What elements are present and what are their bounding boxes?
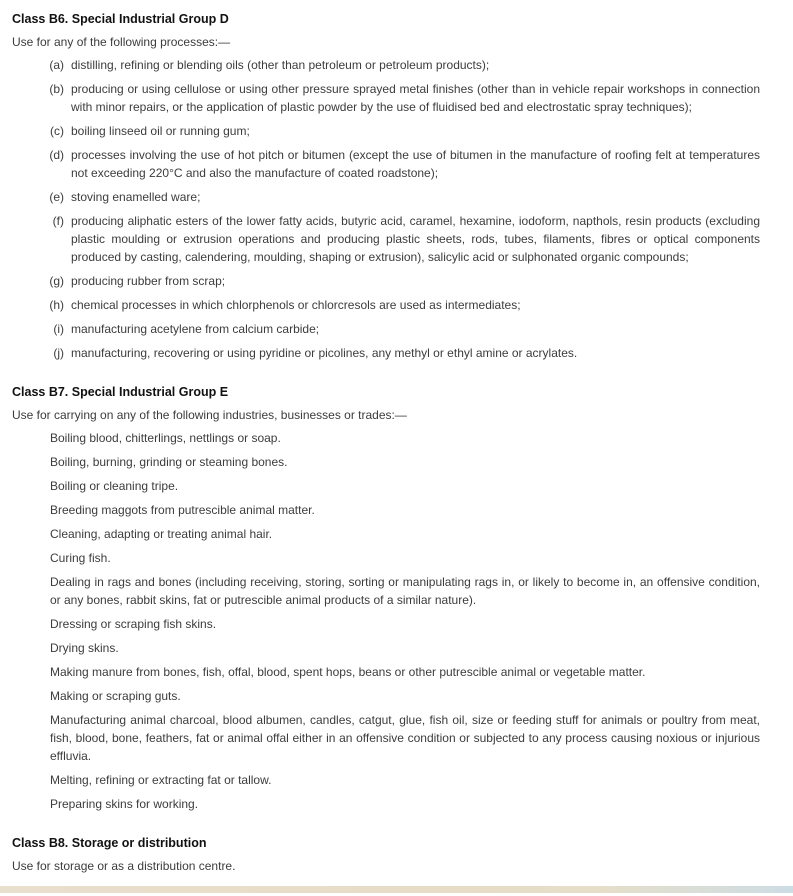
list-marker: (b)	[49, 82, 64, 96]
section-class-b6	[12, 10, 760, 362]
list-item-a	[12, 56, 760, 74]
trade-item: Drying skins.	[50, 641, 119, 655]
section-heading: Class B7. Special Industrial Group E	[12, 385, 229, 399]
list-marker: (j)	[53, 346, 64, 360]
list-item-d	[12, 146, 760, 182]
trade-item: Manufacturing animal charcoal, blood albumen, candles, catgut, glue, fish oil, size or feeding stuff for animals or poultry from meat, fish, blood, bone, feathers, fat or animal offal either in an offensive condition or subjected to any process causing noxious or injurious effluvia.	[50, 713, 760, 763]
list-item-text: manufacturing, recovering or using pyridine or picolines, any methyl or ethyl amine or acrylates.	[71, 346, 578, 360]
list-marker: (e)	[49, 190, 64, 204]
trade-item: Boiling, burning, grinding or steaming bones.	[50, 455, 288, 469]
list-item-g	[12, 272, 760, 290]
trade-item: Dressing or scraping fish skins.	[50, 617, 217, 631]
document-page	[12, 10, 760, 896]
trade-item: Boiling or cleaning tripe.	[50, 479, 179, 493]
list-item-text: distilling, refining or blending oils (other than petroleum or petroleum products);	[71, 58, 490, 72]
list-item-e	[12, 188, 760, 206]
trade-item: Breeding maggots from putrescible animal matter.	[50, 503, 315, 517]
list-item-text: stoving enamelled ware;	[71, 190, 201, 204]
process-list	[12, 56, 760, 362]
list-item-text: producing or using cellulose or using other pressure sprayed metal finishes (other than in vehicle repair workshops in connection with minor repairs, or the application of plastic powder by the use of fluidised bed and electrostatic spray techniques);	[71, 82, 760, 114]
trade-item: Dealing in rags and bones (including receiving, storing, sorting or manipulating rags in, or likely to become in, an offensive condition, or any bones, rabbit skins, fat or putrescible animal products of a similar nature).	[50, 575, 760, 607]
list-marker: (h)	[49, 298, 64, 312]
section-class-b8	[12, 834, 760, 875]
list-item-j	[12, 344, 760, 362]
list-item-text: chemical processes in which chlorphenols or chlorcresols are used as intermediates;	[71, 298, 521, 312]
bottom-gradient-strip	[0, 886, 793, 893]
trade-item: Boiling blood, chitterlings, nettlings or soap.	[50, 431, 281, 445]
trades-list	[12, 429, 760, 813]
list-item-f	[12, 212, 760, 266]
list-item-h	[12, 296, 760, 314]
section-class-b7	[12, 383, 760, 813]
list-marker: (d)	[49, 148, 64, 162]
list-item-text: producing rubber from scrap;	[71, 274, 226, 288]
section-intro: Use for carrying on any of the following industries, businesses or trades:—	[12, 408, 407, 422]
section-heading: Class B8. Storage or distribution	[12, 836, 207, 850]
list-marker: (f)	[52, 214, 64, 228]
trade-item: Making manure from bones, fish, offal, blood, spent hops, beans or other putrescible animal or vegetable matter.	[50, 665, 646, 679]
list-marker: (a)	[49, 58, 64, 72]
list-marker: (g)	[49, 274, 64, 288]
list-item-b	[12, 80, 760, 116]
list-item-i	[12, 320, 760, 338]
list-item-text: boiling linseed oil or running gum;	[71, 124, 250, 138]
list-item-c	[12, 122, 760, 140]
trade-item: Cleaning, adapting or treating animal hair.	[50, 527, 273, 541]
list-marker: (c)	[50, 124, 64, 138]
section-heading: Class B6. Special Industrial Group D	[12, 12, 229, 26]
section-intro: Use for any of the following processes:—	[12, 35, 231, 49]
trade-item: Curing fish.	[50, 551, 111, 565]
section-intro: Use for storage or as a distribution centre.	[12, 859, 236, 873]
trade-item: Preparing skins for working.	[50, 797, 199, 811]
list-marker: (i)	[53, 322, 64, 336]
trade-item: Melting, refining or extracting fat or tallow.	[50, 773, 272, 787]
trade-item: Making or scraping guts.	[50, 689, 181, 703]
list-item-text: processes involving the use of hot pitch or bitumen (except the use of bitumen in the manufacture of roofing felt at temperatures not exceeding 220°C and also the manufacture of coated roadstone);	[71, 148, 760, 180]
list-item-text: manufacturing acetylene from calcium carbide;	[71, 322, 320, 336]
list-item-text: producing aliphatic esters of the lower fatty acids, butyric acid, caramel, hexamine, iodoform, napthols, resin products (excluding plastic moulding or extrusion operations and producing plastic sheets, rods, tubes, filaments, fibres or optical components produced by casting, calendering, moulding, shaping or extrusion), salicylic acid or sulphonated organic compounds;	[71, 214, 760, 264]
